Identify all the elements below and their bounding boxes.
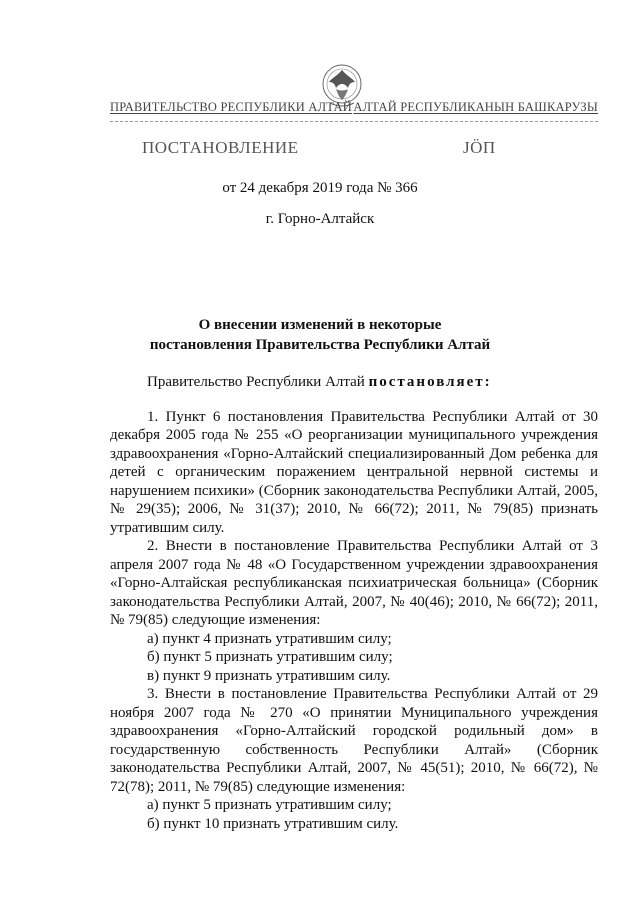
intro-text: Правительство Республики Алтай [147,374,365,390]
paragraph-2b: б) пункт 5 признать утратившим силу; [147,649,393,665]
org-name-altai: АЛТАЙ РЕСПУБЛИКАНЫН БАШКАРУЗЫ [353,100,598,114]
document-body [110,373,598,833]
paragraph-3a: а) пункт 5 признать утратившим силу; [147,797,392,813]
paragraph-3: 3. Внести в постановление Правительства Республики Алтай от 29 ноября 2007 года № 270 «О принятии Муниципального учреждения здравоохранения «Горно-Алтайский городской родильный дом» в государственную собственность Республики Алтай» (Сборник законодательства Республики Алтай, 2007, № 45(51); 2010, № 66(72), № 72(78); 2011, № 79(85) следующие изменения: [110,686,598,795]
paragraph-2c: в) пункт 9 признать утратившим силу. [147,667,391,684]
document-date: от 24 декабря 2019 года № 366 [222,180,418,196]
title-line-2: постановления Правительства Республики Алтай [149,337,491,353]
document-city: г. Горно-Алтайск [265,211,375,227]
title-line-1: О внесении изменений в некоторые [198,317,442,333]
paragraph-2a: а) пункт 4 признать утратившим силу; [147,630,392,647]
paragraph-3b: б) пункт 10 признать утратившим силу. [147,815,399,832]
document-title [0,315,640,355]
header-divider [110,121,598,122]
paragraph-2: 2. Внести в постановление Правительства Республики Алтай от 3 апреля 2007 года № 48 «О Государственном учреждении здравоохранения «Горно-Алтайская республиканская психиатрическая больница» (Сборник законодательства Республики Алтай, 2007, № 40(46); 2010, № 66(72); 2011, № 79(85) следующие изменения: [110,538,598,628]
paragraph-1: 1. Пункт 6 постановления Правительства Республики Алтай от 30 декабря 2005 года № 255 «О реорганизации муниципального учреждения здравоохранения «Горно-Алтайский специализированный Дом ребенка для детей с органическим поражением центральной нервной системы и нарушением психики» (Сборник законодательства Республики Алтай, 2005, № 29(35); 2006, № 31(37); 2010, № 66(72); 2011, № 79(85) признать утратившим силу. [110,408,598,536]
doc-type-altai: ЈӦП [463,138,496,157]
doc-type-russian: ПОСТАНОВЛЕНИЕ [142,138,299,157]
intro-paragraph [110,373,598,392]
org-name-russian: ПРАВИТЕЛЬСТВО РЕСПУБЛИКИ АЛТАЙ [110,100,352,114]
intro-emphasis: постановляет: [368,374,492,390]
